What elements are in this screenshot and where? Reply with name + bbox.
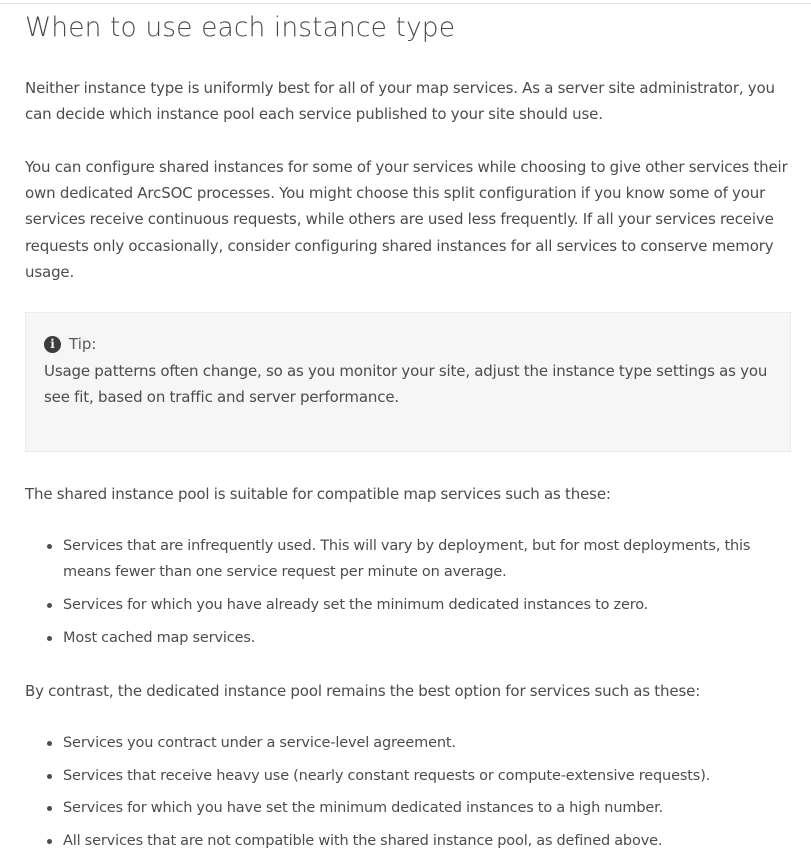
intro-paragraph: Neither instance type is uniformly best for all of your map services. As a server site administrator, you can decide which instance pool each service published to your site should use. — [25, 79, 775, 124]
split-config-paragraph: You can configure shared instances for some of your services while choosing to give other services their own dedicated ArcSOC processes. You might choose this split configuration if you know some of your services receive continuous requests, while others are used less frequently. If all your services receive requests only occasionally, consider configuring shared instances for all services to conserve memory usage. — [25, 158, 788, 281]
tip-callout — [25, 312, 791, 452]
bullet-icon — [47, 774, 52, 779]
list-item — [25, 730, 785, 756]
section-heading: When to use each instance type — [25, 12, 456, 43]
info-icon: i — [44, 336, 61, 353]
list-item-text: Services that are infrequently used. This will vary by deployment, but for most deployments, this means fewer than one service request per minute on average. — [63, 538, 751, 581]
list-item-text: All services that are not compatible with the shared instance pool, as defined above. — [63, 833, 663, 850]
list-item — [25, 828, 785, 854]
list-item-text: Services for which you have set the minimum dedicated instances to a high number. — [63, 800, 664, 817]
list-item-text: Most cached map services. — [63, 629, 256, 646]
list-item — [25, 625, 785, 651]
dedicated-pool-intro: By contrast, the dedicated instance pool remains the best option for services such as these: — [25, 682, 701, 700]
shared-pool-intro: The shared instance pool is suitable for compatible map services such as these: — [25, 485, 611, 503]
list-item — [25, 533, 785, 585]
bullet-icon — [47, 603, 52, 608]
shared-pool-list — [25, 533, 785, 657]
top-divider — [0, 3, 811, 4]
list-item-text: Services that receive heavy use (nearly constant requests or compute-extensive requests). — [63, 767, 711, 784]
bullet-icon — [47, 839, 52, 844]
tip-header — [44, 333, 96, 355]
list-item-text: Services for which you have already set the minimum dedicated instances to zero. — [63, 596, 649, 613]
tip-label: Tip: — [69, 335, 97, 353]
dedicated-pool-list — [25, 730, 785, 861]
list-item — [25, 795, 785, 821]
list-item — [25, 763, 785, 789]
tip-text: Usage patterns often change, so as you monitor your site, adjust the instance type settings as you see fit, based on traffic and server performance. — [44, 362, 768, 407]
bullet-icon — [47, 806, 52, 811]
list-item — [25, 592, 785, 618]
bullet-icon — [47, 741, 52, 746]
bullet-icon — [47, 636, 52, 641]
bullet-icon — [47, 544, 52, 549]
list-item-text: Services you contract under a service-level agreement. — [63, 735, 456, 751]
